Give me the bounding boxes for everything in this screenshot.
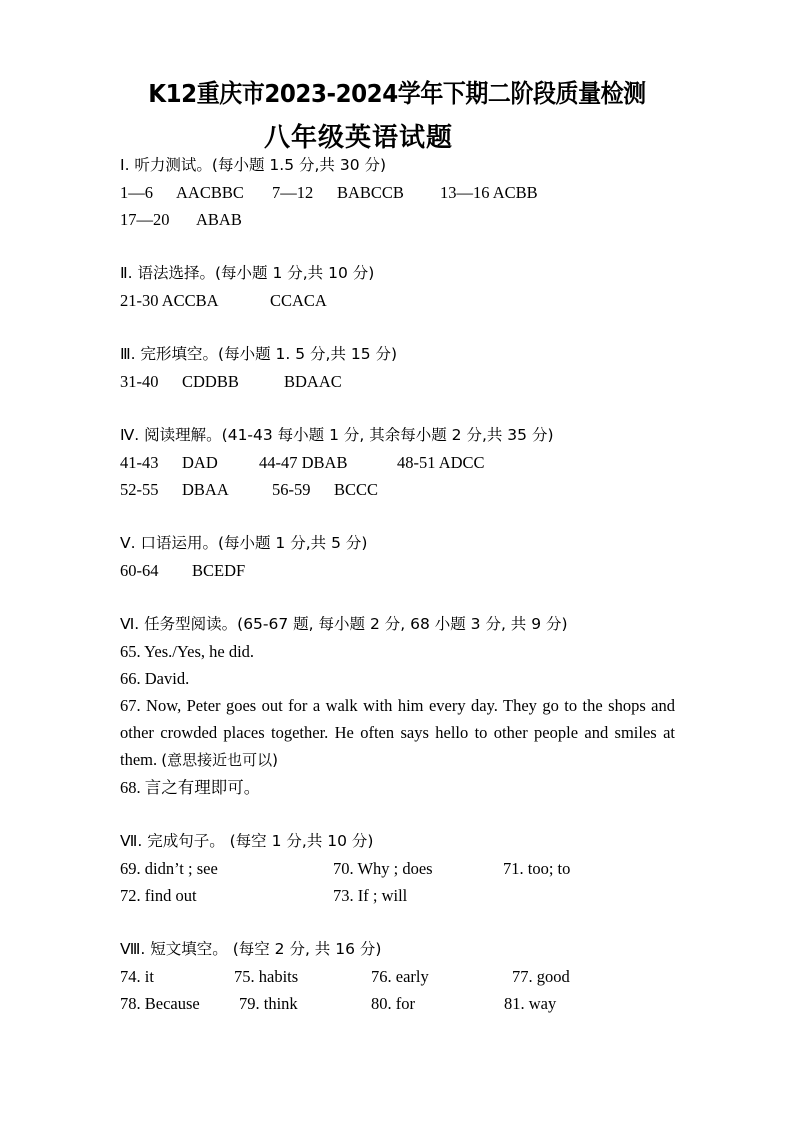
answer-keys: CCACA	[270, 291, 327, 310]
answer-keys: 75. habits	[234, 967, 299, 986]
section-1-row-2	[120, 206, 680, 233]
answer-body	[120, 152, 680, 1017]
section-8-row-1	[120, 963, 680, 990]
answer-keys: 48-51 ADCC	[397, 453, 485, 472]
section-2-heading: Ⅱ. 语法选择。(每小题 1 分,共 10 分)	[120, 264, 375, 282]
answer-keys: BCEDF	[192, 561, 246, 580]
section-7-row-2	[120, 882, 680, 909]
answer-keys: 44-47 DBAB	[259, 453, 348, 472]
answer-67-text: 67. Now, Peter goes out for a walk with him every day. They go to the shops and other crowded places together. He often says hello to other people and smiles at them.	[120, 696, 675, 769]
answer-keys: BABCCB	[337, 183, 404, 202]
answer-keys: CDDBB	[182, 372, 239, 391]
answer-keys: 76. early	[371, 967, 429, 986]
answer-range: 7—12	[272, 183, 314, 202]
answer-keys: 81. way	[504, 994, 557, 1013]
answer-range: 31-40	[120, 372, 159, 391]
section-1-heading: Ⅰ. 听力测试。(每小题 1.5 分,共 30 分)	[120, 156, 387, 174]
section-5-row-1	[120, 557, 680, 584]
answer-68: 68. 言之有理即可。	[120, 778, 261, 797]
answer-keys: 21-30 ACCBA	[120, 291, 219, 310]
answer-keys: DAD	[182, 453, 218, 472]
answer-keys: 74. it	[120, 967, 154, 986]
section-2-row-1	[120, 287, 680, 314]
answer-range: 60-64	[120, 561, 159, 580]
section-3-heading: Ⅲ. 完形填空。(每小题 1. 5 分,共 15 分)	[120, 345, 398, 363]
section-4-heading: Ⅳ. 阅读理解。(41-43 每小题 1 分, 其余每小题 2 分,共 35 分)	[120, 426, 554, 444]
answer-keys: 13—16 ACBB	[440, 183, 538, 202]
answer-range: 52-55	[120, 480, 159, 499]
section-4-row-1	[120, 449, 680, 476]
answer-keys: 78. Because	[120, 994, 200, 1013]
answer-range: 17—20	[120, 210, 170, 229]
answer-keys: BCCC	[334, 480, 379, 499]
page-subtitle: 八年级英语试题	[264, 123, 454, 153]
answer-keys: 69. didn’t ; see	[120, 859, 218, 878]
answer-keys: AACBBC	[176, 183, 244, 202]
answer-keys: 80. for	[371, 994, 415, 1013]
answer-keys: 79. think	[239, 994, 298, 1013]
section-6-heading: Ⅵ. 任务型阅读。(65-67 题, 每小题 2 分, 68 小题 3 分, 共 9 分)	[120, 615, 568, 633]
answer-keys: DBAA	[182, 480, 229, 499]
page-title: K12重庆市2023-2024学年下期二阶段质量检测	[148, 79, 646, 108]
section-8-heading: Ⅷ. 短文填空。 (每空 2 分, 共 16 分)	[120, 940, 382, 958]
answer-keys: 77. good	[512, 967, 570, 986]
answer-keys: ABAB	[196, 210, 242, 229]
answer-range: 56-59	[272, 480, 311, 499]
section-4-row-2	[120, 476, 680, 503]
answer-range: 41-43	[120, 453, 159, 472]
answer-keys: 70. Why ; does	[333, 859, 433, 878]
answer-67-note: (意思接近也可以)	[161, 751, 278, 769]
answer-65: 65. Yes./Yes, he did.	[120, 642, 255, 661]
answer-range: 1—6	[120, 183, 153, 202]
section-8-row-2	[120, 990, 680, 1017]
answer-66: 66. David.	[120, 669, 190, 688]
answer-67	[120, 692, 675, 774]
section-1-row-1	[120, 179, 680, 206]
answer-keys: BDAAC	[284, 372, 342, 391]
section-7-heading: Ⅶ. 完成句子。 (每空 1 分,共 10 分)	[120, 832, 374, 850]
section-3-row-1	[120, 368, 680, 395]
section-5-heading: Ⅴ. 口语运用。(每小题 1 分,共 5 分)	[120, 534, 368, 552]
answer-keys: 71. too; to	[503, 859, 571, 878]
answer-keys: 72. find out	[120, 886, 197, 905]
section-7-row-1	[120, 855, 680, 882]
answer-keys: 73. If ; will	[333, 886, 408, 905]
